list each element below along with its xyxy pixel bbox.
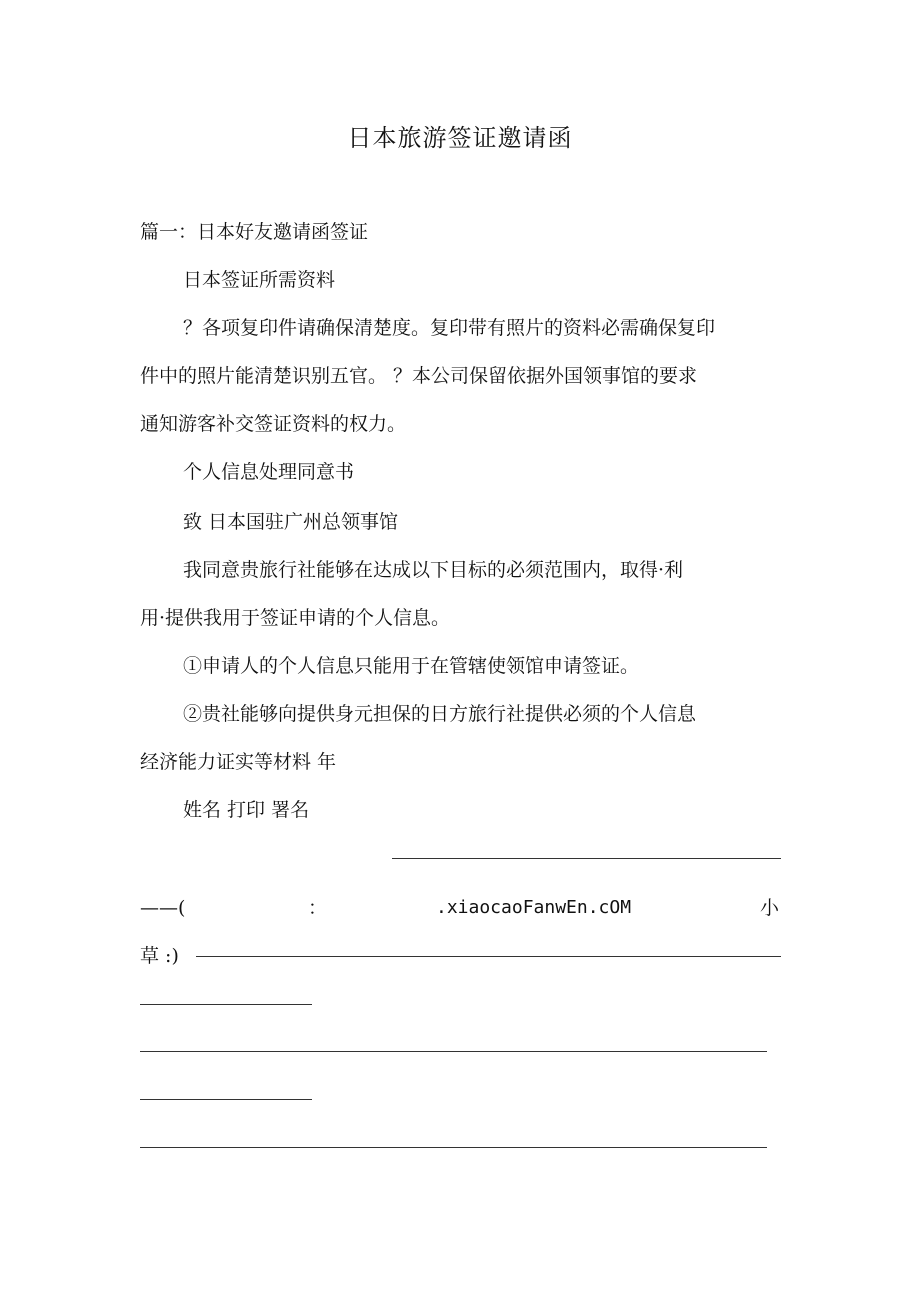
notice-line-2: 件中的照片能清楚识别五官。 ？本公司保留依据外国领事馆的要求 — [140, 365, 698, 387]
consent-heading: 个人信息处理同意书 — [183, 461, 355, 483]
addressee: 致 日本国驻广州总领事馆 — [183, 511, 399, 533]
footer-dash-2 — [140, 1004, 312, 1005]
notice-line-3: 通知游客补交签证资料的权力。 — [140, 413, 407, 435]
consent-body-line-2: 用·提供我用于签证申请的个人信息。 — [140, 607, 451, 629]
consent-item-1: ①申请人的个人信息只能用于在管辖使领馆申请签证。 — [183, 655, 640, 677]
footer-dash-3 — [140, 1051, 767, 1052]
signature-line: 姓名 打印 署名 — [183, 799, 310, 821]
footer-dash-5 — [140, 1147, 767, 1148]
footer-dash-4 — [140, 1099, 312, 1100]
footer-small: 小 — [760, 897, 780, 919]
section-heading: 篇一：日本好友邀请函签证 — [140, 221, 369, 243]
footer-open: ——( — [140, 897, 186, 919]
footer-dash-1 — [196, 956, 781, 957]
footer-grass: 草 :) — [140, 945, 179, 967]
notice-line-1: ？各项复印件请确保清楚度。复印带有照片的资料必需确保复印 — [183, 317, 716, 339]
consent-body-line-1: 我同意贵旅行社能够在达成以下目标的必须范围内，取得·利 — [183, 559, 684, 581]
footer-url: .xiaocaoFanwEn.cOM — [436, 897, 632, 918]
materials-heading: 日本签证所需资料 — [183, 269, 336, 291]
footer-colon: ： — [308, 897, 328, 919]
document-title: 日本旅游签证邀请函 — [347, 124, 573, 152]
consent-item-2-line-1: ②贵社能够向提供身元担保的日方旅行社提供必须的个人信息 — [183, 703, 697, 725]
signature-underline — [392, 858, 781, 859]
consent-item-2-line-2: 经济能力证实等材料 年 — [140, 751, 337, 773]
